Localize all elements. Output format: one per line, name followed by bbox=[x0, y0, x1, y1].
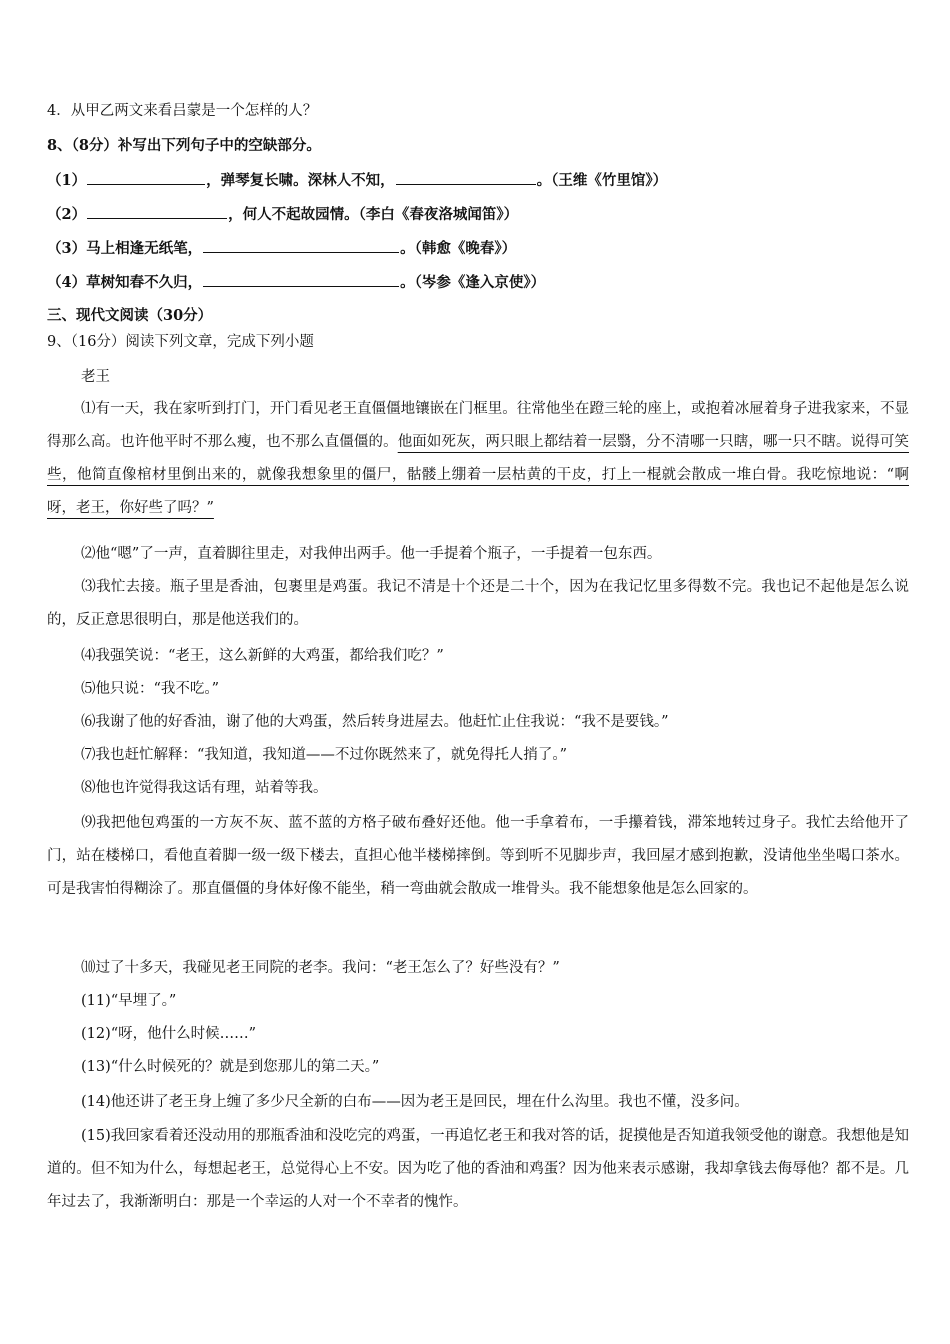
item-number: （4） bbox=[47, 274, 87, 291]
item-source: 。（韩愈《晚春》） bbox=[400, 240, 517, 257]
fill-line-3 bbox=[47, 238, 516, 259]
section-heading: 三、现代文阅读（30分） bbox=[47, 307, 213, 324]
paragraph-13: (13)“什么时候死的？就是到您那儿的第二天。” bbox=[81, 1059, 380, 1075]
answer-blank[interactable] bbox=[203, 238, 399, 253]
underlined-passage: 他面如死灰，两只眼上都结着一层翳，分不清哪一只瞎，哪一只不瞎。说得可笑些，他简直像棺材里倒出来的，就像我想象里的僵尸，骷髅上绷着一层枯黄的干皮，打上一棍就会散成一堆白骨。我吃惊地说：“啊呀，老王，你好些了吗？” bbox=[47, 434, 909, 516]
paragraph-12: (12)“呀，他什么时候……” bbox=[81, 1026, 257, 1042]
paragraph-6: ⑹我谢了他的好香油，谢了他的大鸡蛋，然后转身进屋去。他赶忙止住我说：“我不是要钱。” bbox=[81, 714, 669, 730]
paragraph-9: ⑼我把他包鸡蛋的一方灰不灰、蓝不蓝的方格子破布叠好还他。他一手拿着布，一手攥着钱，滞笨地转过身子。我忙去给他开了门，站在楼梯口，看他直着脚一级一级下楼去，直担心他半楼梯摔倒。等到听不见脚步声，我回屋才感到抱歉，没请他坐坐喝口茶水。可是我害怕得糊涂了。那直僵僵的身体好像不能坐，稍一弯曲就会散成一堆骨头。我不能想象他是怎么回家的。 bbox=[47, 815, 909, 897]
paragraph-8: ⑻他也许觉得我这话有理，站着等我。 bbox=[81, 780, 328, 796]
answer-blank[interactable] bbox=[203, 272, 399, 287]
article-title: 老王 bbox=[81, 369, 110, 385]
fill-line-2 bbox=[47, 204, 518, 225]
item-number: （2） bbox=[47, 206, 87, 223]
paragraph-2: ⑵他“嗯”了一声，直着脚往里走，对我伸出两手。他一手提着个瓶子，一手提着一包东西。 bbox=[81, 546, 662, 562]
item-number: （1） bbox=[47, 172, 87, 189]
paragraph-14: (14)他还讲了老王身上缠了多少尺全新的白布——因为老王是回民，埋在什么沟里。我也不懂，没多问。 bbox=[81, 1094, 749, 1110]
answer-blank[interactable] bbox=[87, 204, 227, 219]
paragraph-15: (15)我回家看着还没动用的那瓶香油和没吃完的鸡蛋，一再追忆老王和我对答的话，捉摸他是否知道我领受他的谢意。我想他是知道的。但不知为什么，每想起老王，总觉得心上不安。因为吃了他的香油和鸡蛋？因为他来表示感谢，我却拿钱去侮辱他？都不是。几年过去了，我渐渐明白：那是一个幸运的人对一个不幸者的愧怍。 bbox=[47, 1128, 909, 1210]
item-text: 草树知春不久归， bbox=[86, 274, 203, 291]
answer-blank[interactable] bbox=[87, 170, 205, 185]
item-text: ，弹琴复长啸。深林人不知， bbox=[206, 172, 395, 189]
item-source: 。（王维《竹里馆》） bbox=[536, 172, 668, 189]
item-source: 。（岑参《逢入京使》） bbox=[400, 274, 546, 291]
fill-line-4 bbox=[47, 272, 545, 293]
item-source: ，何人不起故园情。（李白《春夜洛城闻笛》） bbox=[228, 206, 519, 223]
question-9: 9、（16分）阅读下列文章，完成下列小题 bbox=[47, 334, 314, 350]
paragraph-1: ⑴有一天，我在家听到打门，开门看见老王直僵僵地镶嵌在门框里。往常他坐在蹬三轮的座上，或抱着冰屉着身子进我家来，不显得那么高。也许他平时不那么瘦，也不那么直僵僵的。他面如死灰，两只眼上都结着一层翳，分不清哪一只瞎，哪一只不瞎。说得可笑些，他简直像棺材里倒出来的，就像我想象里的僵尸，骷髅上绷着一层枯黄的干皮，打上一棍就会散成一堆白骨。我吃惊地说：“啊呀，老王，你好些了吗？” bbox=[47, 401, 909, 516]
paragraph-3: ⑶我忙去接。瓶子里是香油，包裹里是鸡蛋。我记不清是十个还是二十个，因为在我记忆里多得数不完。我也记不起他是怎么说的，反正意思很明白，那是他送我们的。 bbox=[47, 579, 909, 628]
paragraph-7: ⑺我也赶忙解释：“我知道，我知道——不过你既然来了，就免得托人捎了。” bbox=[81, 747, 568, 763]
paragraph-4: ⑷我强笑说：“老王，这么新鲜的大鸡蛋，都给我们吃？” bbox=[81, 648, 444, 664]
paragraph-5: ⑸他只说：“我不吃。” bbox=[81, 681, 220, 697]
fill-line-1 bbox=[47, 170, 667, 191]
answer-blank[interactable] bbox=[396, 170, 536, 185]
paragraph-10: ⑽过了十多天，我碰见老王同院的老李。我问：“老王怎么了？好些没有？” bbox=[81, 960, 560, 976]
item-number: （3） bbox=[47, 240, 87, 257]
question-8-header: 8、（8分）补写出下列句子中的空缺部分。 bbox=[47, 137, 321, 154]
paragraph-11: (11)“早埋了。” bbox=[81, 993, 177, 1009]
question-4: 4．从甲乙两文来看吕蒙是一个怎样的人？ bbox=[47, 103, 318, 119]
item-text: 马上相逢无纸笔， bbox=[86, 240, 203, 257]
